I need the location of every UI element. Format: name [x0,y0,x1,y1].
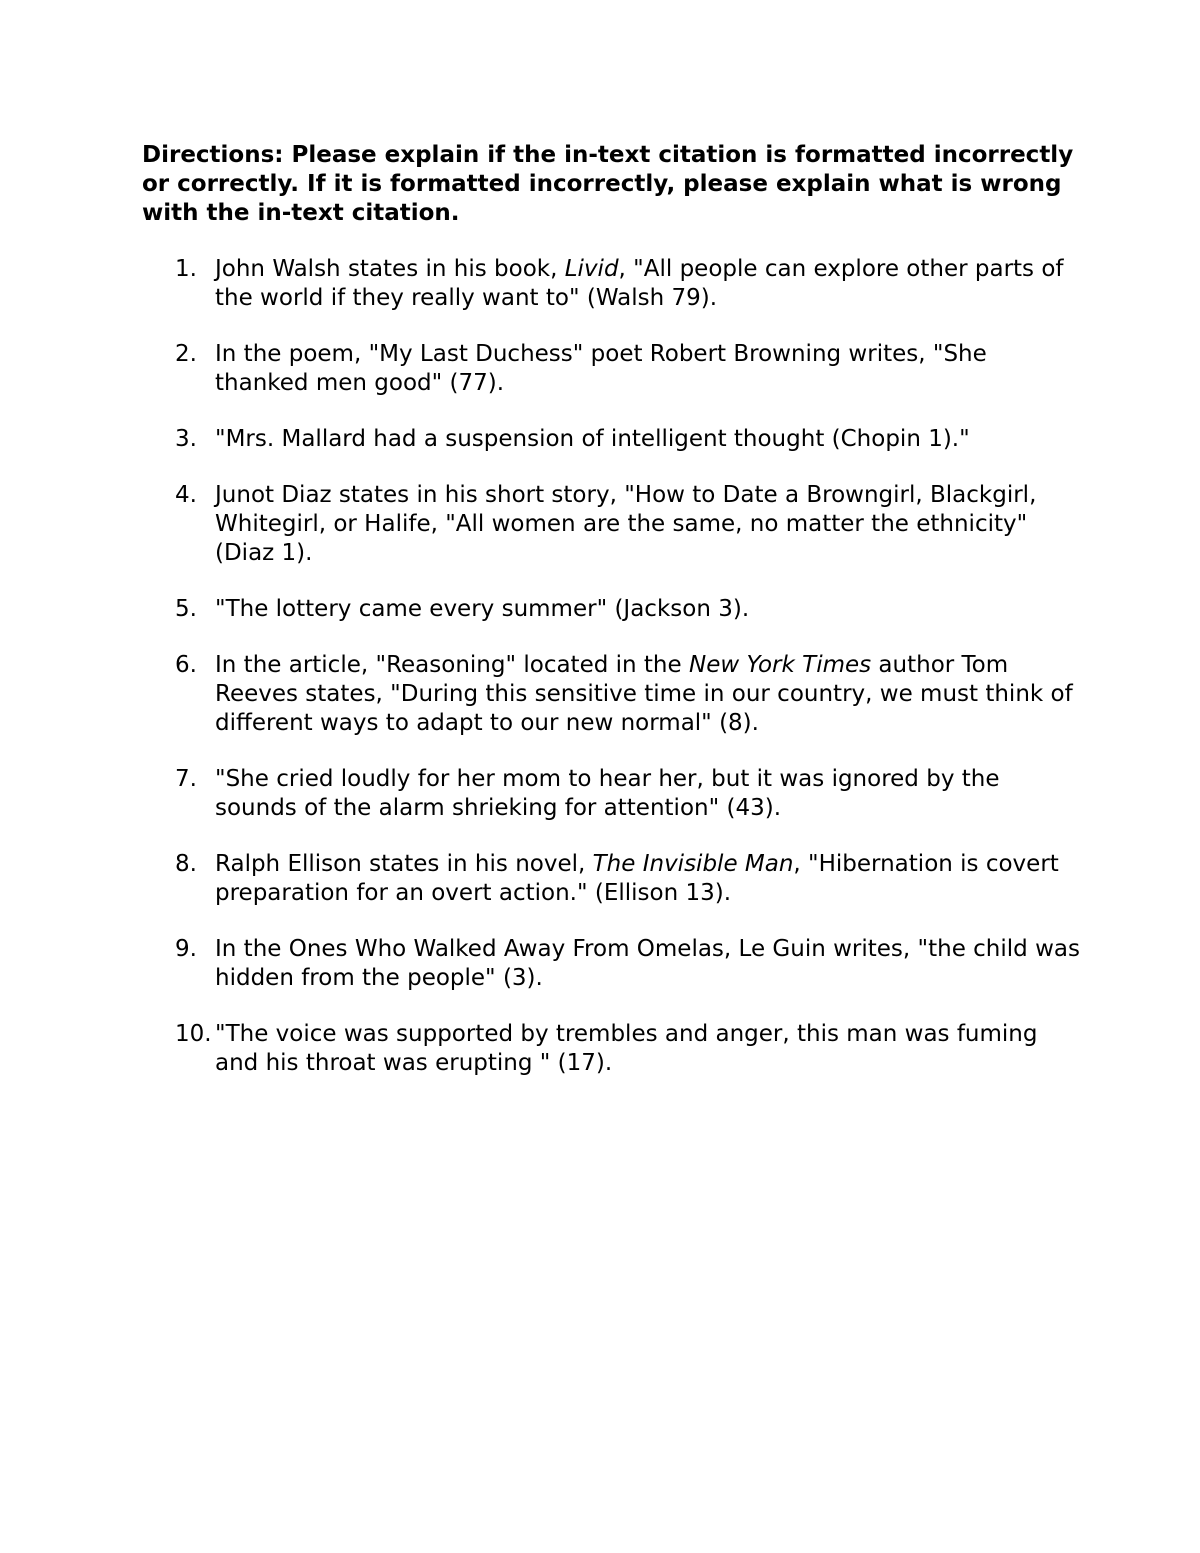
question-list [142,255,1082,1105]
question-text [215,596,749,622]
question-number: 10. [175,1021,212,1047]
question-item [142,255,1082,313]
question-number: 7. [175,766,197,792]
question-text-segment: "She cried loudly for her mom to hear her, but it was ignored by the sounds of the alarm shrieking for attention" (43). [215,766,1000,821]
question-text-segment: author Tom Reeves states, "During this sensitive time in our country, we must think of different ways to adapt to our new normal" (8). [215,652,1073,736]
question-number: 4. [175,482,197,508]
question-number: 2. [175,341,197,367]
question-text-segment: In the poem, "My Last Duchess" poet Robert Browning writes, "She thanked men good" (77). [215,341,987,396]
question-item [142,935,1082,993]
question-text [215,766,999,821]
question-text [215,426,970,452]
question-number: 9. [175,936,197,962]
italic-title: Livid [564,256,619,282]
italic-title: New York Times [688,652,872,678]
question-item [142,1020,1082,1078]
question-text-segment: "The voice was supported by trembles and anger, this man was fuming and his throat was erupting " (17). [215,1021,1038,1076]
question-text-segment: In the article, "Reasoning" located in the [215,652,689,678]
question-number: 1. [175,256,197,282]
question-number: 6. [175,652,197,678]
question-item [142,425,1082,454]
question-text [215,652,1073,736]
question-number: 3. [175,426,197,452]
question-number: 8. [175,851,197,877]
directions-text: Directions: Please explain if the in-text citation is formatted incorrectly or correctly. If it is formatted incorrectly, please explain what is wrong with the in-text citation. [142,142,1074,226]
question-item [142,651,1082,738]
question-item [142,595,1082,624]
question-text-segment: Junot Diaz states in his short story, "How to Date a Browngirl, Blackgirl, Whitegirl, or Halife, "All women are the same, no matter the ethnicity" (Diaz 1). [215,482,1037,566]
question-text [215,1021,1038,1076]
question-text-segment: In the Ones Who Walked Away From Omelas, Le Guin writes, "the child was hidden from the people" (3). [215,936,1080,991]
question-item [142,481,1082,568]
question-text-segment: "The lottery came every summer" (Jackson 3). [215,596,750,622]
question-text-segment: , "Hibernation is covert preparation for an overt action." (Ellison 13). [215,851,1059,906]
question-text [215,851,1059,906]
question-item [142,850,1082,908]
question-text [215,482,1036,566]
question-text [215,936,1080,991]
question-item [142,765,1082,823]
question-text-segment: John Walsh states in his book, [215,256,565,282]
question-item [142,340,1082,398]
question-text-segment: , "All people can explore other parts of the world if they really want to" (Walsh 79). [215,256,1064,311]
question-text-segment: "Mrs. Mallard had a suspension of intelligent thought (Chopin 1)." [215,426,970,452]
italic-title: The Invisible Man [592,851,794,877]
question-text [215,341,987,396]
question-text [215,256,1064,311]
question-text-segment: Ralph Ellison states in his novel, [215,851,593,877]
question-number: 5. [175,596,197,622]
